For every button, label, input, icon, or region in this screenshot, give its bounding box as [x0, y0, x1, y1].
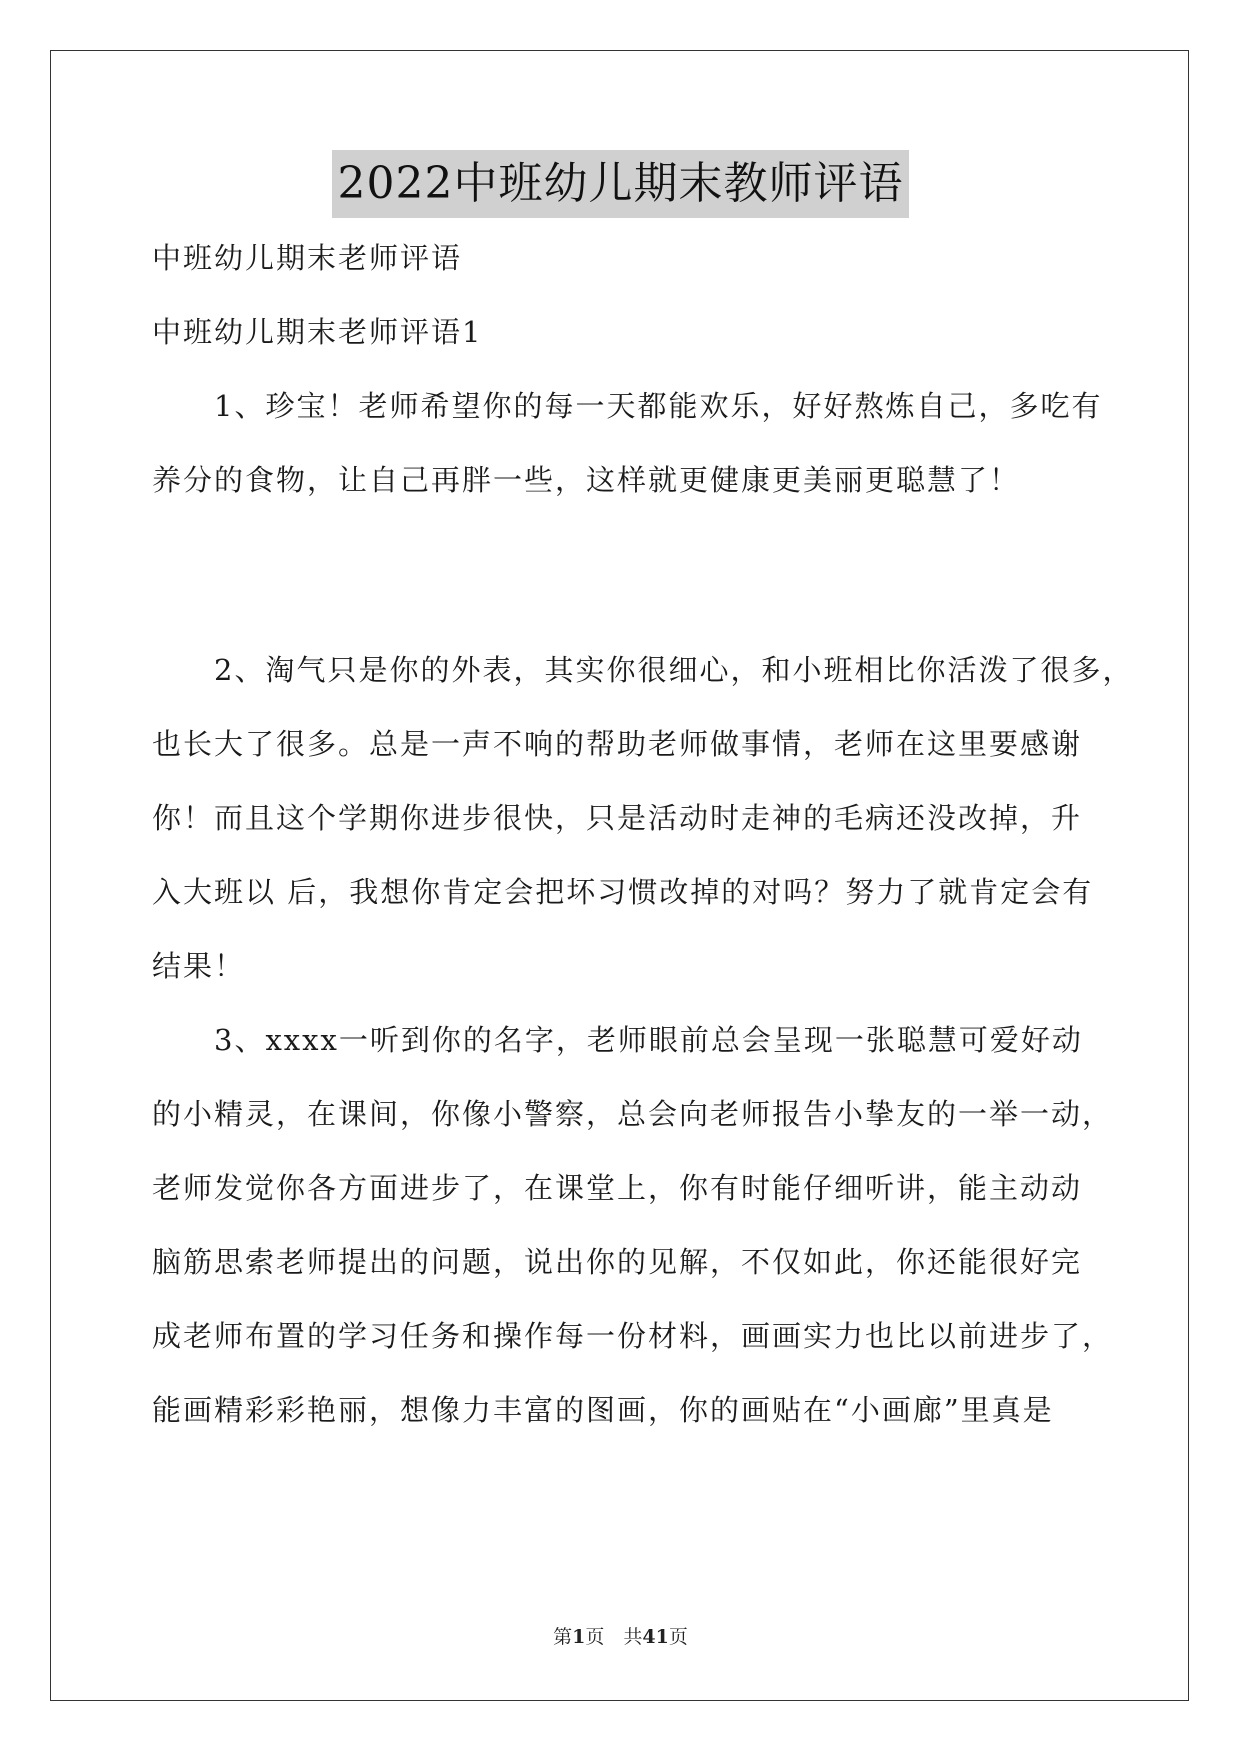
- text-line: 中班幼儿期末老师评语1: [152, 315, 483, 349]
- page-current: 1: [572, 1626, 586, 1648]
- text-line: 中班幼儿期末老师评语: [152, 241, 463, 275]
- text-line: 1、珍宝！老师希望你的每一天都能欢乐，好好熬炼自己，多吃有: [152, 389, 1103, 423]
- text-line: 2、淘气只是你的外表，其实你很细心，和小班相比你活泼了很多，: [152, 653, 1134, 687]
- page-footer: [0, 1622, 1241, 1649]
- text-line: 脑筋思索老师提出的问题，说出你的见解，不仅如此，你还能很好完: [152, 1245, 1083, 1279]
- text-line: 老师发觉你各方面进步了，在课堂上，你有时能仔细听讲，能主动动: [152, 1171, 1083, 1205]
- text-line: 入大班以 后，我想你肯定会把坏习惯改掉的对吗？努力了就肯定会有: [152, 875, 1094, 909]
- page-prefix: 第: [553, 1626, 573, 1648]
- text-line: 结果！: [152, 949, 246, 983]
- text-line: 你！而且这个学期你进步很快，只是活动时走神的毛病还没改掉，升: [152, 801, 1083, 835]
- text-line: 能画精彩彩艳丽，想像力丰富的图画，你的画贴在“小画廊”里真是: [152, 1393, 1054, 1427]
- page-total: 41: [642, 1626, 669, 1648]
- text-line: 成老师布置的学习任务和操作每一份材料，画画实力也比以前进步了，: [152, 1319, 1114, 1353]
- document-title: 2022中班幼儿期末教师评语: [332, 150, 910, 218]
- text-line: 3、xxxx一听到你的名字，老师眼前总会呈现一张聪慧可爱好动: [152, 1023, 1083, 1057]
- text-line: 养分的食物，让自己再胖一些，这样就更健康更美丽更聪慧了！: [152, 463, 1021, 497]
- page-mid: 页 共: [585, 1626, 643, 1648]
- page-suffix: 页: [668, 1626, 688, 1648]
- text-line: 的小精灵，在课间，你像小警察，总会向老师报告小挚友的一举一动，: [152, 1097, 1114, 1131]
- title-container: [0, 150, 1241, 218]
- text-line: 也长大了很多。总是一声不响的帮助老师做事情，老师在这里要感谢: [152, 727, 1083, 761]
